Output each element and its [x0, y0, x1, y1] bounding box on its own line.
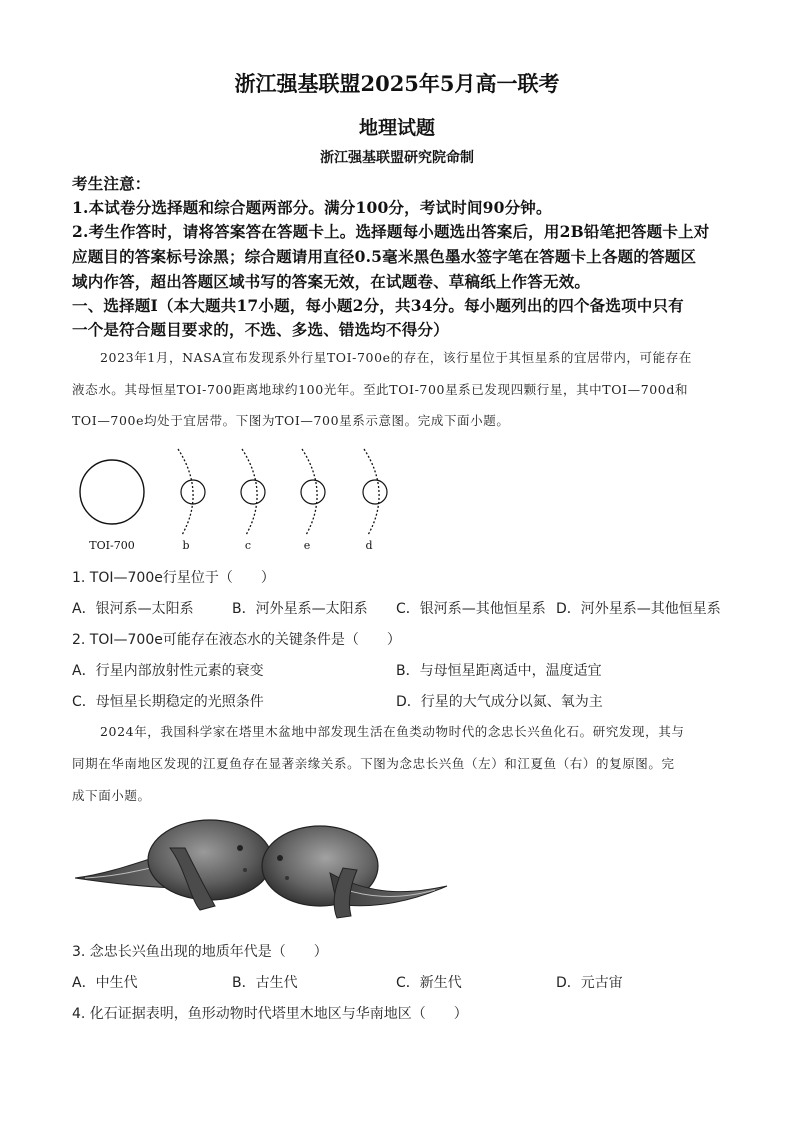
q2-option-d: D．行星的大气成分以氮、氧为主	[396, 694, 603, 710]
passage1-line-2: 液态水。其母恒星TOI-700距离地球约100光年。至此TOI-700星系已发现四颗行星，其中TOI—700d和	[72, 382, 689, 397]
fish-reconstruction-figure	[75, 818, 455, 928]
notice-line-1: 1.本试卷分选择题和综合题两部分。满分100分，考试时间90分钟。	[72, 198, 552, 217]
label-toi700: TOI-700	[89, 539, 135, 552]
q3-option-b: B．古生代	[232, 975, 298, 991]
exam-title: 浙江强基联盟2025年5月高一联考	[234, 71, 560, 96]
label-d: d	[365, 539, 373, 552]
orbit-c	[242, 449, 257, 535]
label-c: c	[244, 539, 252, 552]
passage1-line-3: TOI—700e均处于宜居带。下图为TOI—700星系示意图。完成下面小题。	[72, 413, 510, 428]
planet-b	[181, 480, 205, 504]
subject-title: 地理试题	[358, 117, 435, 139]
orbit-e	[302, 449, 317, 535]
q2-option-b: B．与母恒星距离适中，温度适宜	[396, 663, 602, 679]
planet-c	[241, 480, 265, 504]
notice-line-4: 域内作答，超出答题区域书写的答案无效，在试题卷、草稿纸上作答无效。	[72, 272, 591, 291]
q1-stem: 1. TOI—700e行星位于（ ）	[72, 570, 275, 586]
q4-stem: 4. 化石证据表明，鱼形动物时代塔里木地区与华南地区（ ）	[72, 1006, 468, 1022]
notice-line-2: 2.考生作答时，请将答案答在答题卡上。选择题每小题选出答案后，用2B铅笔把答题卡上对	[72, 222, 710, 241]
passage2-line-3: 成下面小题。	[72, 788, 151, 803]
q1-option-d: D．河外星系—其他恒星系	[556, 601, 721, 617]
fish-right-illustration	[262, 826, 447, 918]
passage2-line-1: 2024年，我国科学家在塔里木盆地中部发现生活在鱼类动物时代的念忠长兴鱼化石。研究发现，其与	[100, 724, 685, 739]
q3-option-d: D．元古宙	[556, 975, 623, 991]
q3-option-c: C．新生代	[396, 975, 462, 991]
fish-left-illustration	[75, 820, 272, 910]
star-toi700	[80, 460, 144, 524]
planet-d	[363, 480, 387, 504]
q2-option-a: A．行星内部放射性元素的衰变	[72, 663, 264, 679]
q3-stem: 3. 念忠长兴鱼出现的地质年代是（ ）	[72, 944, 328, 960]
passage1-line-1: 2023年1月，NASA宣布发现系外行星TOI-700e的存在，该行星位于其恒星系的宜居带内，可能存在	[100, 350, 692, 365]
planet-e	[301, 480, 325, 504]
notice-heading: 考生注意：	[72, 174, 151, 193]
q1-option-b: B．河外星系—太阳系	[232, 601, 368, 617]
author-line: 浙江强基联盟研究院命制	[320, 150, 474, 166]
q1-option-a: A．银河系—太阳系	[72, 601, 194, 617]
q1-option-c: C．银河系—其他恒星系	[396, 601, 546, 617]
q2-option-c: C．母恒星长期稳定的光照条件	[72, 694, 264, 710]
label-e: e	[303, 539, 311, 552]
toi700-system-figure	[70, 445, 400, 560]
passage2-line-2: 同期在华南地区发现的江夏鱼存在显著亲缘关系。下图为念忠长兴鱼（左）和江夏鱼（右）的复原图。完	[72, 756, 675, 771]
orbit-d	[364, 449, 379, 535]
q3-option-a: A．中生代	[72, 975, 138, 991]
orbit-b	[178, 449, 193, 535]
section-heading-line-2: 一个是符合题目要求的，不选、多选、错选均不得分）	[72, 320, 449, 339]
notice-line-3: 应题目的答案标号涂黑；综合题请用直径0.5毫米黑色墨水签字笔在答题卡上各题的答题区	[72, 247, 697, 266]
label-b: b	[182, 539, 190, 552]
section-heading-line-1: 一、选择题Ⅰ（本大题共17小题，每小题2分，共34分。每小题列出的四个备选项中只有	[72, 296, 684, 315]
q2-stem: 2. TOI—700e可能存在液态水的关键条件是（ ）	[72, 632, 401, 648]
